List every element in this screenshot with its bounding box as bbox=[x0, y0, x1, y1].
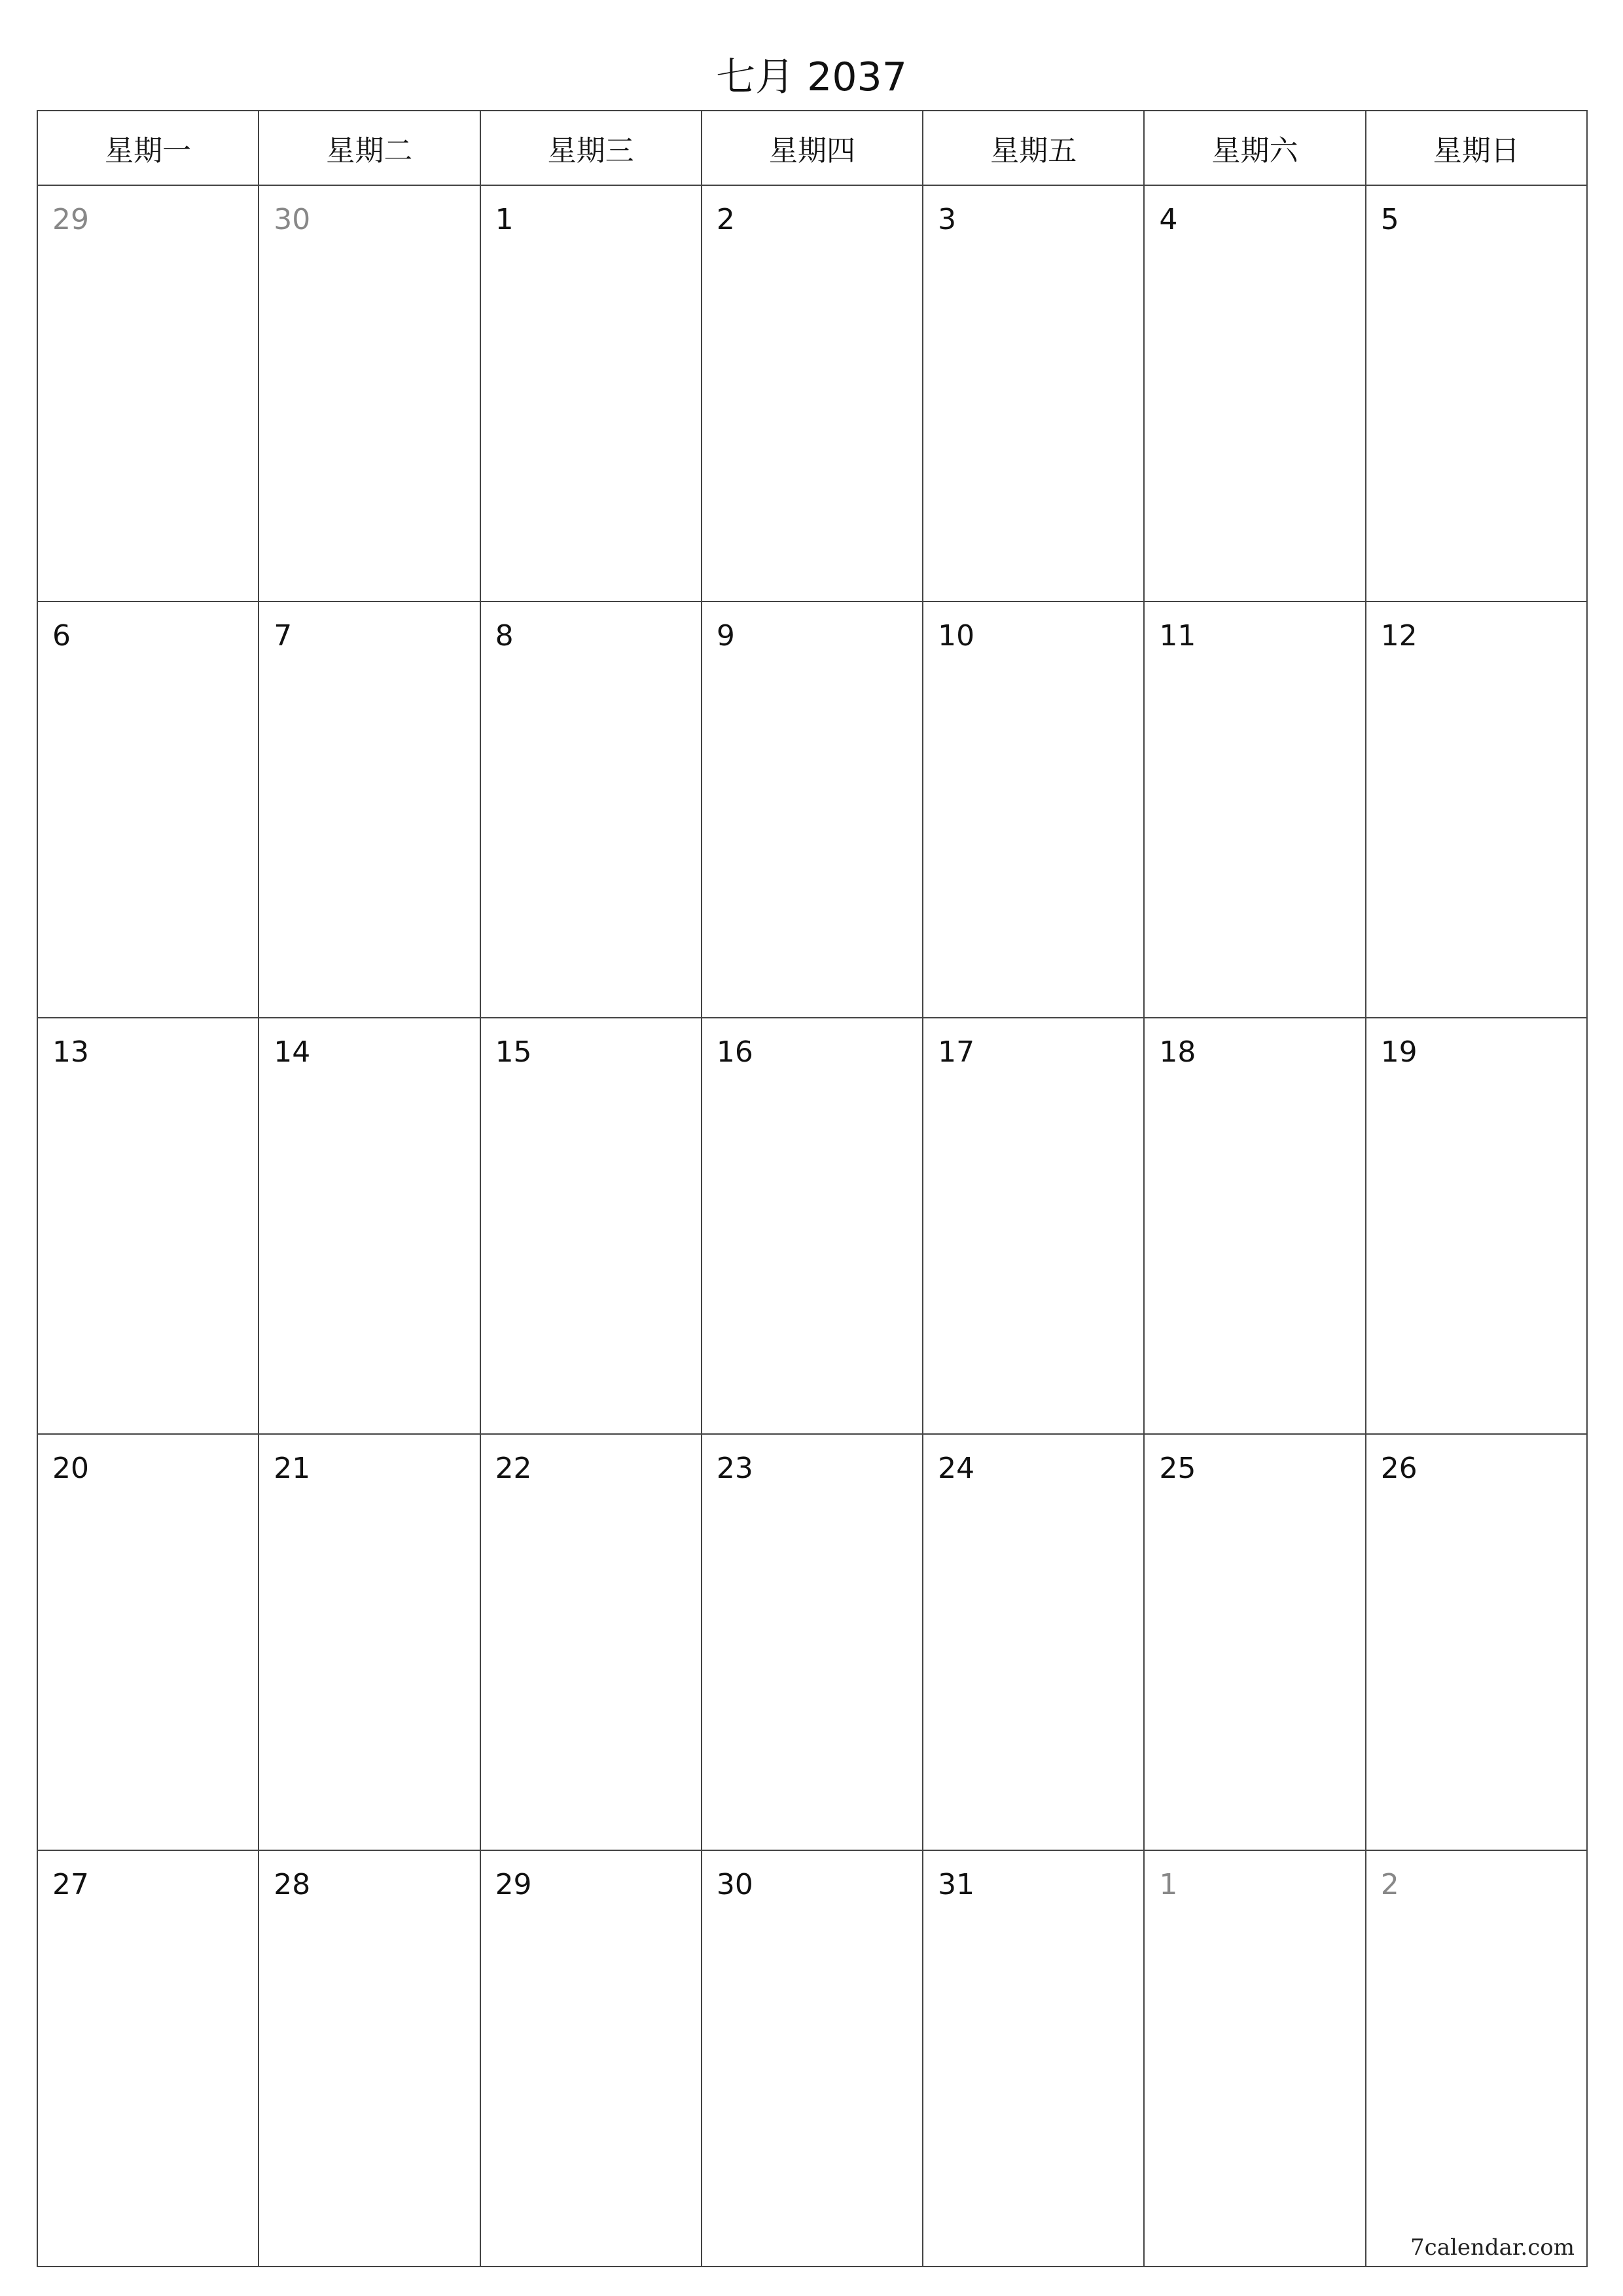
day-cell bbox=[1366, 1018, 1587, 1434]
weekday-header: 星期一 bbox=[37, 111, 259, 185]
day-cell bbox=[259, 185, 480, 601]
weekday-header: 星期三 bbox=[480, 111, 702, 185]
day-cell bbox=[1144, 601, 1365, 1018]
day-cell bbox=[923, 601, 1144, 1018]
day-number: 28 bbox=[274, 1868, 311, 1901]
day-cell bbox=[480, 1018, 702, 1434]
day-cell bbox=[702, 1850, 923, 2267]
day-cell bbox=[37, 1434, 259, 1850]
day-number: 14 bbox=[274, 1035, 311, 1069]
day-number: 26 bbox=[1380, 1452, 1418, 1485]
day-cell bbox=[37, 185, 259, 601]
day-cell bbox=[923, 1850, 1144, 2267]
site-watermark: 7calendar.com bbox=[1410, 2234, 1575, 2261]
weekday-header: 星期二 bbox=[259, 111, 480, 185]
day-number: 10 bbox=[938, 619, 975, 653]
day-number: 30 bbox=[716, 1868, 753, 1901]
day-cell bbox=[1366, 1434, 1587, 1850]
day-cell bbox=[259, 1434, 480, 1850]
day-cell bbox=[702, 601, 923, 1018]
week-row bbox=[37, 1434, 1587, 1850]
day-cell bbox=[1366, 1850, 1587, 2267]
weekday-header: 星期六 bbox=[1144, 111, 1365, 185]
day-number: 21 bbox=[274, 1452, 311, 1485]
day-number: 13 bbox=[52, 1035, 89, 1069]
day-number: 11 bbox=[1159, 619, 1196, 653]
day-number: 22 bbox=[495, 1452, 532, 1485]
day-cell bbox=[702, 1018, 923, 1434]
day-cell bbox=[1144, 1850, 1365, 2267]
day-cell bbox=[1366, 185, 1587, 601]
day-number: 15 bbox=[495, 1035, 532, 1069]
day-number: 16 bbox=[716, 1035, 753, 1069]
day-number: 4 bbox=[1159, 203, 1178, 236]
calendar-title: 七月 2037 bbox=[716, 54, 907, 100]
day-number: 27 bbox=[52, 1868, 89, 1901]
day-cell bbox=[37, 1018, 259, 1434]
day-cell bbox=[702, 185, 923, 601]
day-cell bbox=[37, 601, 259, 1018]
week-row bbox=[37, 601, 1587, 1018]
day-number: 2 bbox=[716, 203, 735, 236]
day-number: 19 bbox=[1380, 1035, 1418, 1069]
weekday-header: 星期日 bbox=[1366, 111, 1587, 185]
calendar-grid bbox=[37, 110, 1588, 2267]
day-cell bbox=[1144, 185, 1365, 601]
week-row bbox=[37, 185, 1587, 601]
day-cell bbox=[923, 1434, 1144, 1850]
day-number: 24 bbox=[938, 1452, 975, 1485]
day-number: 31 bbox=[938, 1868, 975, 1901]
day-number: 23 bbox=[716, 1452, 753, 1485]
week-row bbox=[37, 1018, 1587, 1434]
day-number: 18 bbox=[1159, 1035, 1196, 1069]
day-number: 7 bbox=[274, 619, 293, 653]
day-cell bbox=[480, 1850, 702, 2267]
day-cell bbox=[259, 1850, 480, 2267]
day-cell bbox=[37, 1850, 259, 2267]
day-number: 2 bbox=[1380, 1868, 1399, 1901]
day-cell bbox=[480, 601, 702, 1018]
day-number: 20 bbox=[52, 1452, 89, 1485]
day-cell bbox=[1144, 1018, 1365, 1434]
day-cell bbox=[923, 1018, 1144, 1434]
day-cell bbox=[480, 1434, 702, 1850]
day-number: 30 bbox=[274, 203, 311, 236]
day-number: 1 bbox=[1159, 1868, 1178, 1901]
day-number: 29 bbox=[495, 1868, 532, 1901]
day-cell bbox=[259, 1018, 480, 1434]
day-number: 9 bbox=[716, 619, 735, 653]
weekday-header: 星期四 bbox=[702, 111, 923, 185]
day-number: 25 bbox=[1159, 1452, 1196, 1485]
weekday-header-row bbox=[37, 111, 1587, 185]
day-number: 12 bbox=[1380, 619, 1418, 653]
weekday-header: 星期五 bbox=[923, 111, 1144, 185]
day-number: 1 bbox=[495, 203, 514, 236]
day-cell bbox=[923, 185, 1144, 601]
day-number: 17 bbox=[938, 1035, 975, 1069]
day-cell bbox=[1144, 1434, 1365, 1850]
day-cell bbox=[480, 185, 702, 601]
day-number: 3 bbox=[938, 203, 957, 236]
day-cell bbox=[702, 1434, 923, 1850]
week-row bbox=[37, 1850, 1587, 2267]
day-number: 8 bbox=[495, 619, 514, 653]
day-number: 6 bbox=[52, 619, 71, 653]
day-number: 5 bbox=[1380, 203, 1399, 236]
day-cell bbox=[259, 601, 480, 1018]
day-number: 29 bbox=[52, 203, 89, 236]
day-cell bbox=[1366, 601, 1587, 1018]
